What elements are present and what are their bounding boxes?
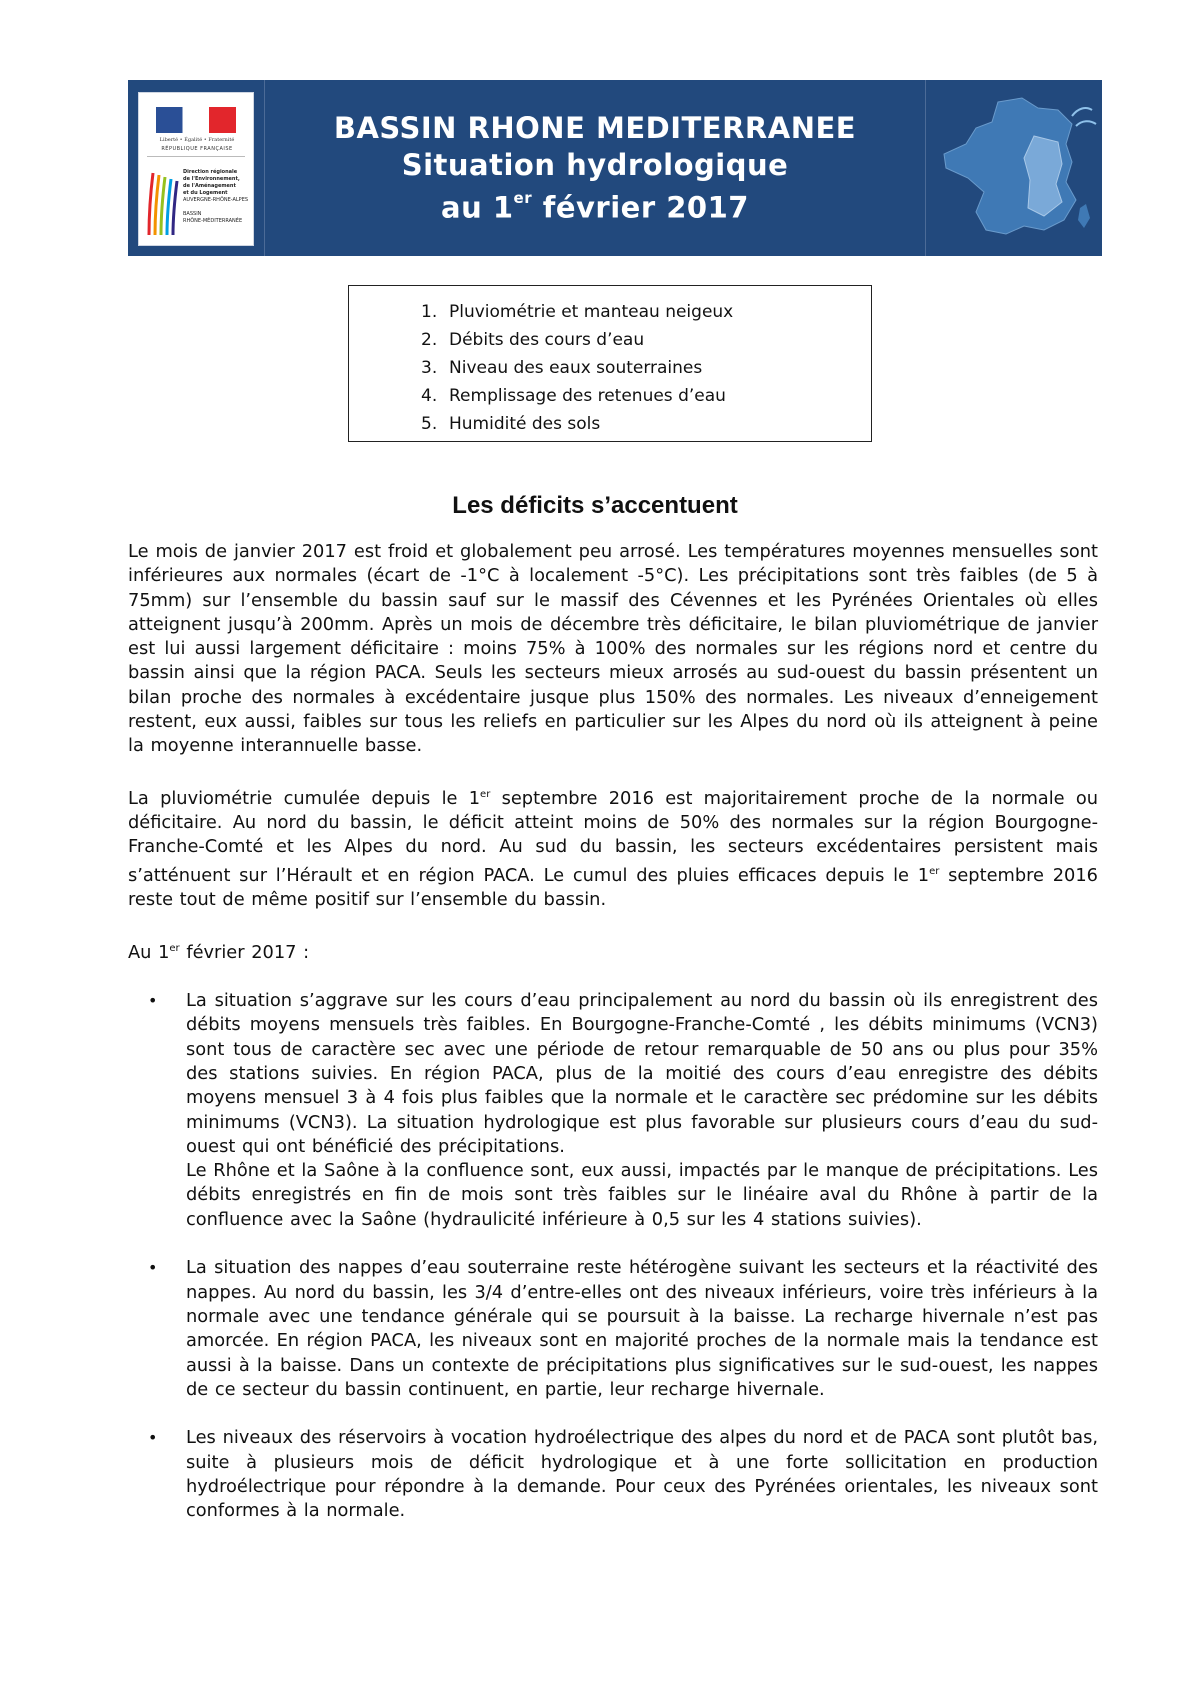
- bullet-reservoirs: [128, 1426, 1098, 1523]
- logo-motto: Liberté • Égalité • Fraternité: [159, 137, 235, 143]
- bullet-text: • La situation s’aggrave sur les cours d’eau principalement au nord du bassin où ils enregistrent des débits moyens mensuels très faibles. En Bourgogne-Franche-Comté , les débits minimums (VCN3) sont tous de caractère sec avec une période de retour remarquable de 50 ans ou plus pour 35% des stations suivies. En région PACA, plus de la moitié des cours d’eau enregistre des débits moyens mensuel 3 à 4 fois plus faibles que la normale et le caractère sec prédomine sur les débits minimums (VCN3). La situation hydrologique est plus favorable sur plusieurs cours d’eau du sud-ouest qui ont bénéficié des précipitations.: [186, 990, 1098, 1157]
- paragraph-cumulative-rainfall: La pluviométrie cumulée depuis le 1er septembre 2016 est majoritairement proche de la normale ou déficitaire. Au nord du bassin, le déficit atteint moins de 50% des normales sur la région Bourgogne-Franche-Comté et les Alpes du nord. Au sud du bassin, les secteurs excédentaires persistent mais s’atténuent sur l’Hérault et en région PACA. Le cumul des pluies efficaces depuis le 1er septembre 2016 reste tout de même positif sur l’ensemble du bassin.: [128, 787, 1098, 910]
- prefecture-logo: [138, 92, 254, 246]
- dreal-stripes-icon: [145, 169, 181, 235]
- toc-list: [349, 286, 871, 438]
- logo-panel: [128, 80, 264, 256]
- org-line: de l'Aménagement: [183, 183, 236, 189]
- document-body: [128, 540, 1098, 1548]
- toc-item: 5. Humidité des sols: [421, 414, 601, 434]
- title-line-3: au 1er février 2017: [441, 188, 749, 225]
- org-line: AUVERGNE-RHÔNE-ALPES: [183, 197, 249, 203]
- title-line-1: BASSIN RHONE MEDITERRANEE: [333, 110, 857, 145]
- toc-item: 2. Débits des cours d’eau: [421, 330, 645, 350]
- bullet-rivers: [128, 989, 1098, 1232]
- france-map-panel: [926, 80, 1102, 256]
- toc-item: 1. Pluviométrie et manteau neigeux: [421, 302, 734, 322]
- bullet-text: Le Rhône et la Saône à la confluence sont, eux aussi, impactés par le manque de précipitations. Les débits enregistrés en fin de mois sont très faibles sur le linéaire aval du Rhône à partir de la confluence avec la Saône (hydraulicité inférieure à 0,5 sur les 4 stations suivies).: [186, 1160, 1098, 1230]
- logo-divider: [147, 156, 245, 157]
- france-map-icon: [926, 80, 1102, 256]
- basin-line: BASSIN: [183, 211, 202, 217]
- header-banner: [128, 80, 1102, 256]
- section-heading: Les déficits s’accentuent: [452, 492, 738, 519]
- marianne-flag-icon: [156, 107, 236, 133]
- org-line: de l'Environnement,: [183, 176, 240, 182]
- bullet-list: [128, 989, 1098, 1524]
- bullet-text: • Les niveaux des réservoirs à vocation hydroélectrique des alpes du nord et de PACA sont plutôt bas, suite à plusieurs mois de déficit hydrologique et à une forte sollicitation en production hydroélectrique pour répondre à la demande. Pour ceux des Pyrénées orientales, les niveaux sont conformes à la normale.: [186, 1427, 1098, 1522]
- bullet-groundwater: [128, 1256, 1098, 1402]
- banner-title: [265, 80, 925, 256]
- toc-item: 4. Remplissage des retenues d’eau: [421, 386, 726, 406]
- toc-item: 3. Niveau des eaux souterraines: [421, 358, 703, 378]
- logo-republic: RÉPUBLIQUE FRANÇAISE: [161, 146, 233, 152]
- paragraph-date-intro: Au 1er février 2017 :: [128, 941, 310, 963]
- org-line: et du Logement: [183, 190, 228, 196]
- title-line-2: Situation hydrologique: [401, 147, 789, 182]
- table-of-contents: [348, 285, 872, 442]
- bullet-text: • La situation des nappes d’eau souterraine reste hétérogène suivant les secteurs et la réactivité des nappes. Au nord du bassin, les 3/4 d’entre-elles ont des niveaux inférieurs, voire très inférieurs à la normale avec une tendance générale qui se poursuit à la baisse. La recharge hivernale n’est pas amorcée. En région PACA, les niveaux sont en majorité proches de la normale mais la tendance est aussi à la baisse. Dans un contexte de précipitations plus significatives sur le sud-ouest, les nappes de ce secteur du bassin continuent, en partie, leur recharge hivernale.: [186, 1257, 1098, 1400]
- org-line: Direction régionale: [183, 169, 238, 175]
- basin-line: RHÔNE-MÉDITERRANÉE: [183, 218, 243, 224]
- paragraph-intro: Le mois de janvier 2017 est froid et globalement peu arrosé. Les températures moyennes mensuelles sont inférieures aux normales (écart de -1°C à localement -5°C). Les précipitations sont très faibles (de 5 à 75mm) sur l’ensemble du bassin sauf sur le massif des Cévennes et les Pyrénées Orientales où elles atteignent jusqu’à 200mm. Après un mois de décembre très déficitaire, le bilan pluviométrique de janvier est lui aussi largement déficitaire : moins 75% à 100% des normales sur les régions nord et centre du bassin ainsi que la région PACA. Seuls les secteurs mieux arrosés au sud-ouest du bassin présentent un bilan proche des normales à excédentaire jusque plus 150% des normales. Les niveaux d’enneigement restent, eux aussi, faibles sur tous les reliefs en particulier sur les Alpes du nord où ils atteignent à peine la moyenne interannuelle basse.: [128, 541, 1098, 757]
- dreal-text: [183, 169, 249, 225]
